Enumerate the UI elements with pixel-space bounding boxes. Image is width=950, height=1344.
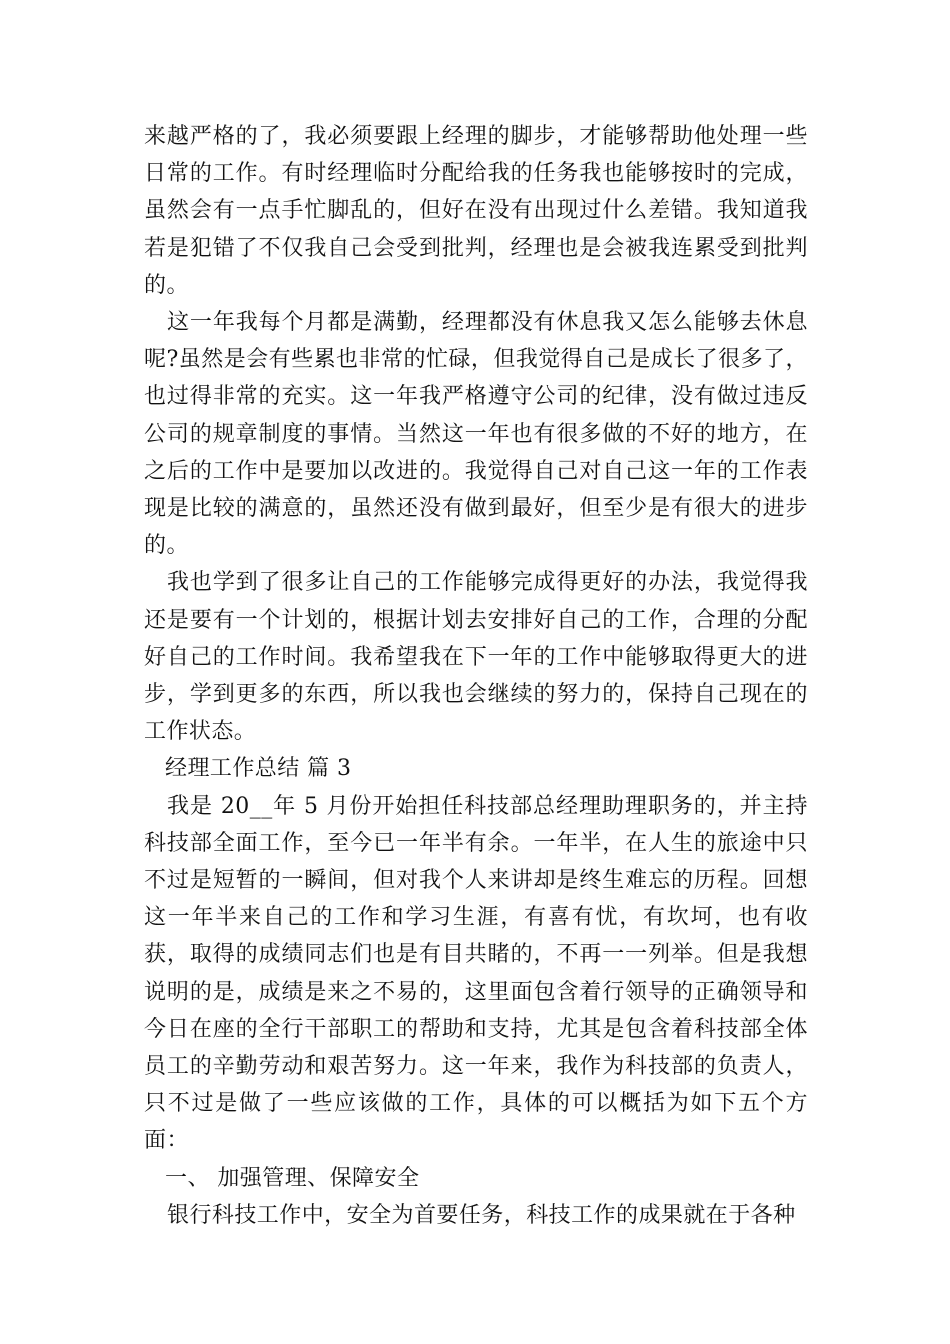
paragraph-continuation: 来越严格的了，我必须要跟上经理的脚步，才能够帮助他处理一些日常的工作。有时经理临时分配给我的任务我也能够按时的完成，虽然会有一点手忙脚乱的，但好在没有出现过什么差错。我知道我若是犯错了不仅我自己会受到批判，经理也是会被我连累受到批判的。: [144, 124, 808, 298]
section-heading-part-3: 经理工作总结 篇 3: [165, 756, 352, 782]
subheading-management-security: 一、 加强管理、保障安全: [165, 1165, 420, 1191]
paragraph-work-plan: 我也学到了很多让自己的工作能够完成得更好的办法，我觉得我还是要有一个计划的，根据计划去安排好自己的工作，合理的分配好自己的工作时间。我希望我在下一年的工作中能够取得更大的进步，学到更多的东西，所以我也会继续的努力的，保持自己现在的工作状态。: [144, 570, 808, 745]
paragraph-full-attendance: 这一年我每个月都是满勤，经理都没有休息我又怎么能够去休息呢?虽然是会有些累也非常的忙碌，但我觉得自己是成长了很多了，也过得非常的充实。这一年我严格遵守公司的纪律，没有做过违反公司的规章制度的事情。当然这一年也有很多做的不好的地方，在之后的工作中是要加以改进的。我觉得自己对自己这一年的工作表现是比较的满意的，虽然还没有做到最好，但至少是有很大的进步的。: [144, 310, 808, 559]
document-body: [144, 118, 808, 1234]
paragraph-bank-tech-safety: 银行科技工作中，安全为首要任务，科技工作的成果就在于各种: [167, 1202, 796, 1228]
paragraph-tech-department: 我是 20__年 5 月份开始担任科技部总经理助理职务的，并主持科技部全面工作，至今已一年半有余。一年半，在人生的旅途中只不过是短暂的一瞬间，但对我个人来讲却是终生难忘的历程。回想这一年半来自己的工作和学习生涯，有喜有忧，有坎坷，也有收获，取得的成绩同志们也是有目共睹的，不再一一列举。但是我想说明的是，成绩是来之不易的，这里面包含着行领导的正确领导和今日在座的全行干部职工的帮助和支持，尤其是包含着科技部全体员工的辛勤劳动和艰苦努力。这一年来，我作为科技部的负责人，只不过是做了一些应该做的工作，具体的可以概括为如下五个方面：: [144, 793, 808, 1154]
